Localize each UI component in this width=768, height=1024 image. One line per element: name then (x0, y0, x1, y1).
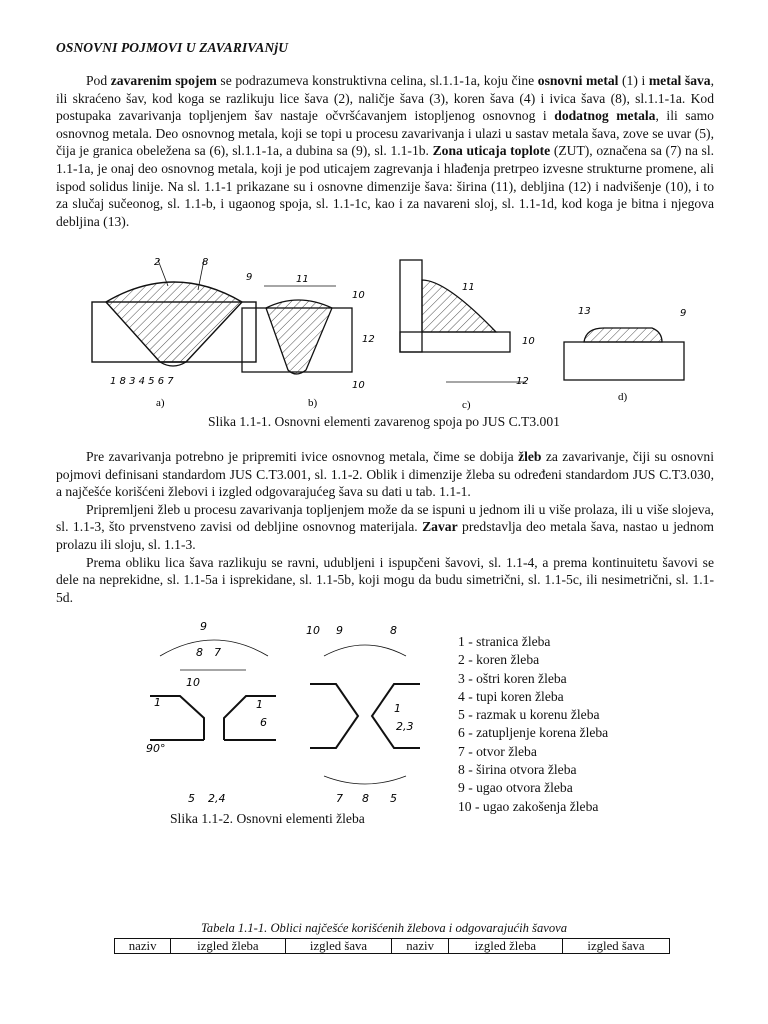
figure-b-butt-dimensions (242, 272, 375, 409)
legend-item: 10 - ugao zakošenja žleba (458, 798, 599, 814)
table-caption: Tabela 1.1-1. Oblici najčešće korišćenih žlebova i odgovarajućih šavova (200, 921, 568, 935)
groove-table (114, 938, 670, 954)
legend-item: 3 - oštri koren žleba (458, 670, 567, 686)
figure-groove-elements (140, 616, 440, 816)
label-right-10: 10 (306, 624, 320, 637)
legend-item: 9 - ugao otvora žleba (458, 780, 573, 796)
figure-c-fillet-weld (400, 260, 535, 411)
label-b-9: 9 (246, 272, 253, 283)
label-right-8: 8 (390, 624, 397, 637)
label-right-1: 1 (394, 702, 401, 715)
caption-d: d) (618, 391, 628, 403)
text-run: Prema obliku lica šava razlikuju se ravni, udubljeni i ispupčeni šavovi, sl. 1.1-4, a prema kontinuitetu šavovi se dele na neprekidne, sl. 1.1-5a i isprekidane, sl. 1.1-5b, koji mogu da budu simetrični, sl. 1.1-5c, ili nesimetrični, sl. 1.1-5d. (56, 554, 714, 605)
legend-item: 1 - stranica žleba (458, 634, 551, 649)
label-d-13: 13 (578, 306, 591, 317)
figure-groove-left (146, 620, 276, 805)
label-b-10a: 10 (352, 290, 365, 301)
label-c-11: 11 (462, 282, 475, 293)
table-header-cell: naziv (392, 939, 448, 954)
intro-paragraph (56, 72, 714, 230)
figure-weld-elements (86, 252, 686, 418)
table-header-cell: izgled šava (285, 939, 392, 954)
text-run: , ili skraćeno šav, kod koga se razlikuju lice šava (2), naličje šava (3), koren šava (4) i ivica šava (8), sl.1.1-1a. Kod postupaka zavarivanja topljenjem šav nastaje očvršćavanjem istopljenog osnovnog i (56, 73, 715, 124)
label-left-9: 9 (200, 620, 207, 633)
label-c-10: 10 (522, 336, 535, 347)
figure-a-butt-weld (92, 257, 256, 409)
label-right-9: 9 (336, 624, 343, 637)
table-header-cell: izgled žleba (448, 939, 562, 954)
label-left-10: 10 (186, 676, 200, 689)
text-run: (ZUT), označena sa (7) na sl. 1.1-1a, je onaj deo osnovnog metala, koji je pod uticajem zagrevanja i hlađenja pretrpeo izvesne strukturne promene, ali ispod solidus linije. Na sl. 1.1-1 prikazane su i osnovne dimenzije šava: širina (11), debljina (12) i nadvišenje (10), i to za slučaj sučeonog, sl. 1.1-b, i ugaonog spoja, sl. 1.1-1c, kao i za navareni sloj, sl. 1.1-1d, kod koga je bitna i njegova debljina (13). (56, 143, 714, 229)
legend-item: 7 - otvor žleba (458, 743, 537, 759)
groove-legend (458, 633, 608, 816)
text-run: Pre zavarivanja potrebno je pripremiti ivice osnovnog metala, čime se dobija (86, 449, 519, 464)
figure-caption-2: Slika 1.1-2. Osnovni elementi žleba (170, 811, 365, 826)
legend-item: 2 - koren žleba (458, 652, 540, 668)
label-b-11: 11 (296, 274, 309, 285)
label-left-1a: 1 (154, 696, 161, 709)
caption-a: a) (156, 397, 165, 409)
section-heading: OSNOVNI POJMOVI U ZAVARIVANjU (56, 40, 289, 55)
paragraph-welded-joint (56, 72, 714, 230)
table-header-cell: izgled šava (563, 939, 670, 954)
paragraph-groove (56, 448, 714, 501)
text-run: , ili samo osnovnog metala. Deo osnovnog metala, koji se topi u procesu zavarivanja i ulazi u sastav metala šava, zove se uvar (5), čija je granica obeležena sa (6), sl.1.1-1a, a dubina sa (9), sl. 1.1-1b. (56, 108, 714, 159)
table-header-row (115, 939, 670, 954)
caption-b: b) (308, 397, 318, 409)
label-left-7: 7 (214, 646, 221, 659)
label-left-5: 5 (188, 792, 195, 805)
bold-term: Zavar (422, 519, 458, 535)
text-run: predstavlja deo metala šava, nastao u jednom prolazu ili sloju, sl. 1.1-3. (56, 519, 714, 552)
bold-term: Zona uticaja toplote (432, 143, 551, 159)
label-a-8: 8 (202, 257, 209, 268)
text-run: Pripremljeni žleb u procesu zavarivanja topljenjem može da se ispuni u jednom ili u više prolaza, ili u više slojeva, sl. 1.1-3, što prvenstveno zavisi od debljine osnovnog materijala. (56, 501, 714, 535)
text-run: Pod (86, 73, 111, 88)
bold-term: žleb (518, 449, 542, 464)
paragraph-passes (56, 501, 714, 554)
label-b-12: 12 (362, 334, 375, 345)
label-a-bottom: 1 8 3 4 5 6 7 (110, 376, 174, 387)
bold-term: metal šava (648, 73, 711, 88)
legend-item: 5 - razmak u korenu žleba (458, 707, 600, 723)
groove-paragraphs (56, 448, 714, 606)
text-run: se podrazumeva konstruktivna celina, sl.1.1-1a, koju čine (216, 73, 538, 88)
legend-item: 4 - tupi koren žleba (458, 688, 564, 704)
legend-item: 6 - zatupljenje korena žleba (458, 725, 609, 741)
text-run: za zavarivanje, čiji su osnovni pojmovi definisani standardom JUS C.T3.001, sl. 1.1-2. Oblik i dimenzije žleba su određeni standardom JUS C.T3.030, a najčešće korišćeni žlebovi i izgled odgovarajućeg šava su dati u tab. 1.1-1. (56, 449, 714, 500)
label-right-8b: 8 (362, 792, 369, 805)
bold-term: osnovni metal (537, 73, 619, 88)
label-left-1b: 1 (256, 698, 263, 711)
label-left-90deg: 90° (146, 742, 166, 755)
text-run: (1) i (618, 73, 649, 88)
caption-c: c) (462, 399, 471, 411)
figure-d-overlay-layer (564, 306, 686, 403)
label-a-2: 2 (154, 257, 161, 268)
label-right-7: 7 (336, 792, 343, 805)
label-left-6: 6 (260, 716, 267, 729)
label-left-2-4: 2,4 (208, 792, 226, 805)
figure-caption-1: Slika 1.1-1. Osnovni elementi zavarenog spoja po JUS C.T3.001 (208, 414, 560, 429)
table-header-cell: izgled žleba (171, 939, 285, 954)
figure-groove-right (306, 624, 420, 805)
label-right-2-3: 2,3 (396, 720, 414, 733)
bold-term: zavarenim spojem (110, 73, 217, 88)
legend-item: 8 - širina otvora žleba (458, 762, 577, 778)
label-left-8: 8 (196, 646, 203, 659)
bold-term: dodatnog metala (554, 108, 656, 124)
label-d-9: 9 (680, 308, 686, 319)
label-c-12: 12 (516, 376, 529, 387)
label-b-10b: 10 (352, 380, 365, 391)
paragraph-weld-shapes (56, 554, 714, 607)
label-right-5: 5 (390, 792, 397, 805)
table-header-cell: naziv (115, 939, 171, 954)
